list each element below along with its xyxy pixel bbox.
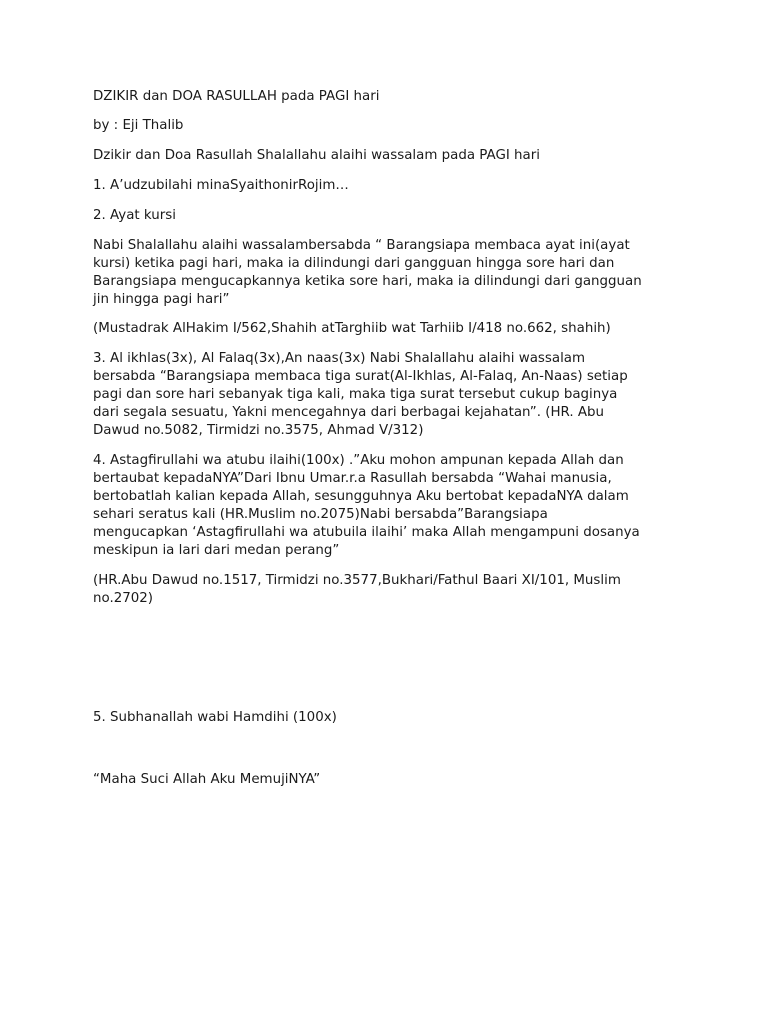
- item-1: 1. A’udzubilahi minaSyaithonirRojim…: [93, 178, 349, 193]
- paragraph-line: 3. Al ikhlas(3x), Al Falaq(3x),An naas(3x) Nabi Shalallahu alaihi wassalam: [93, 351, 586, 366]
- item-5-meaning: “Maha Suci Allah Aku MemujiNYA”: [93, 772, 321, 787]
- item-3: [93, 350, 693, 440]
- paragraph-line: dari segala sesuatu, Yakni mencegahnya dari berbagai kejahatan”. (HR. Abu: [93, 405, 605, 420]
- paragraph-line: (HR.Abu Dawud no.1517, Tirmidzi no.3577,Bukhari/Fathul Baari XI/101, Muslim: [93, 573, 621, 588]
- reference-item-4: [93, 572, 693, 608]
- paragraph-line: meskipun ia lari dari medan perang”: [93, 543, 340, 558]
- paragraph-line: Dawud no.5082, Tirmidzi no.3575, Ahmad V/312): [93, 423, 424, 438]
- paragraph-line: bersabda “Barangsiapa membaca tiga surat(Al-Ikhlas, Al-Falaq, An-Naas) setiap: [93, 369, 628, 384]
- paragraph-line: sehari seratus kali (HR.Muslim no.2075)Nabi bersabda”Barangsiapa: [93, 507, 548, 522]
- paragraph-line: jin hingga pagi hari”: [93, 292, 230, 307]
- paragraph-line: mengucapkan ‘Astagfirullahi wa atubuila ilaihi’ maka Allah mengampuni dosanya: [93, 525, 640, 540]
- item-2: 2. Ayat kursi: [93, 208, 176, 223]
- subtitle-line: Dzikir dan Doa Rasullah Shalallahu alaihi wassalam pada PAGI hari: [93, 148, 540, 163]
- document-title: DZIKIR dan DOA RASULLAH pada PAGI hari: [93, 89, 380, 104]
- paragraph-line: bertaubat kepadaNYA”Dari Ibnu Umar.r.a Rasullah bersabda “Wahai manusia,: [93, 471, 612, 486]
- paragraph-line: bertobatlah kalian kepada Allah, sesungguhnya Aku bertobat kepadaNYA dalam: [93, 489, 629, 504]
- paragraph-line: pagi dan sore hari sebanyak tiga kali, maka tiga surat tersebut cukup baginya: [93, 387, 618, 402]
- author-line: by : Eji Thalib: [93, 118, 184, 133]
- paragraph-line: no.2702): [93, 591, 154, 606]
- paragraph-ayat-kursi: [93, 237, 693, 309]
- reference-ayat-kursi: (Mustadrak AlHakim I/562,Shahih atTarghiib wat Tarhiib I/418 no.662, shahih): [93, 321, 611, 336]
- item-4: [93, 452, 693, 560]
- item-5: 5. Subhanallah wabi Hamdihi (100x): [93, 710, 337, 725]
- paragraph-line: kursi) ketika pagi hari, maka ia dilindungi dari gangguan hingga sore hari dan: [93, 256, 615, 271]
- paragraph-line: Nabi Shalallahu alaihi wassalambersabda “ Barangsiapa membaca ayat ini(ayat: [93, 238, 630, 253]
- paragraph-line: 4. Astagfirullahi wa atubu ilaihi(100x) .”Aku mohon ampunan kepada Allah dan: [93, 453, 624, 468]
- paragraph-line: Barangsiapa mengucapkannya ketika sore hari, maka ia dilindungi dari gangguan: [93, 274, 642, 289]
